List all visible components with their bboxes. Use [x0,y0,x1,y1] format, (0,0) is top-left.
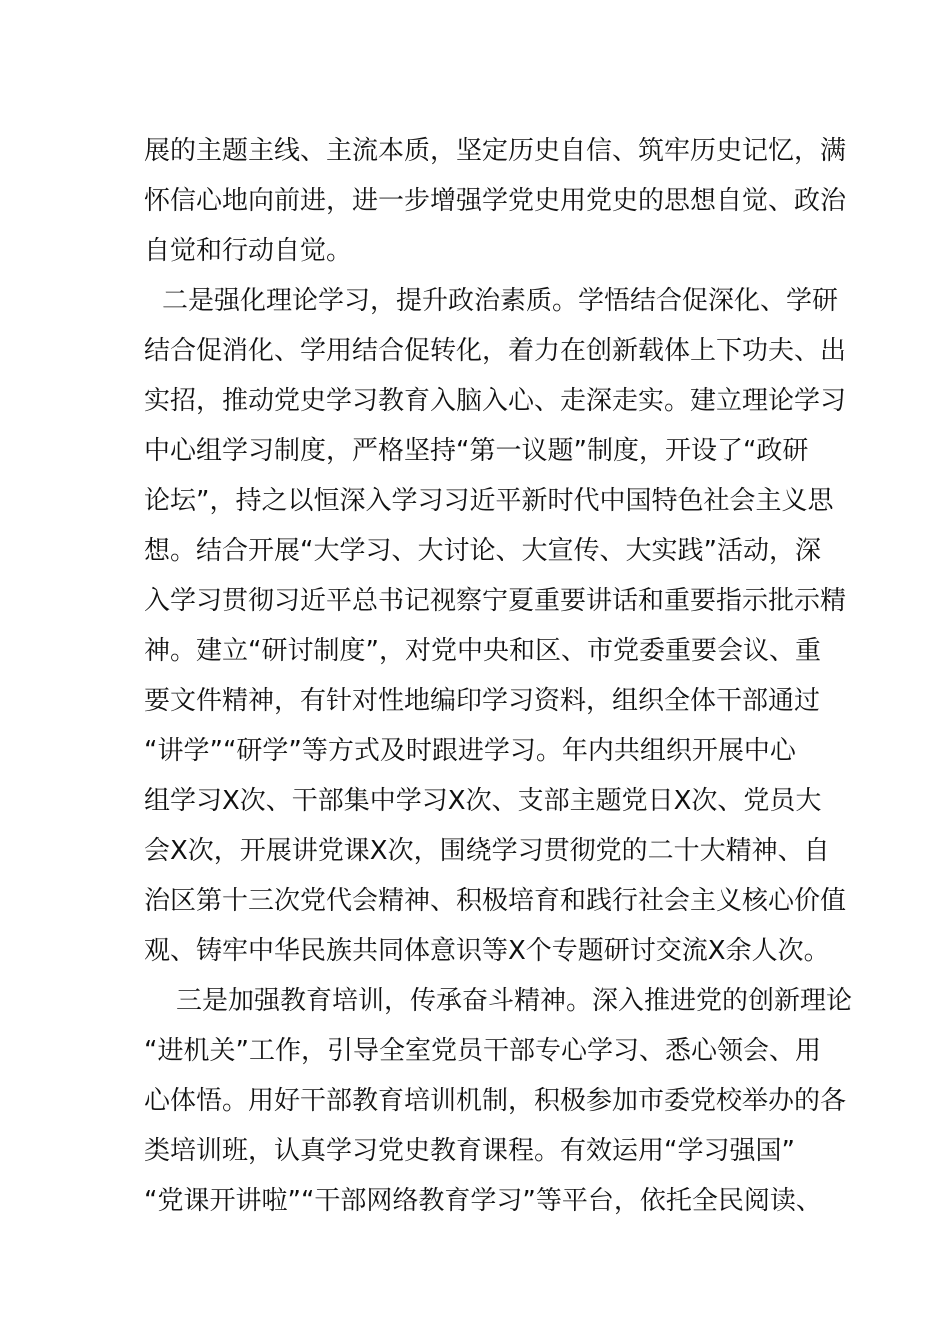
text-line: “进机关”工作，引导全室党员干部专心学习、悉心领会、用 [144,1036,821,1066]
paragraph-2 [144,276,847,976]
text-line: “党课开讲啦”“干部网络教育学习”等平台，依托全民阅读、 [144,1186,822,1216]
text-line: 入学习贯彻习近平总书记视察宁夏重要讲话和重要指示批示精 [144,586,847,616]
text-line: 怀信心地向前进，进一步增强学党史用党史的思想自觉、政治 [144,186,847,216]
text-line: 中心组学习制度，严格坚持“第一议题”制度，开设了“政研 [144,436,809,466]
document-body [144,126,853,1226]
text-line: 结合促消化、学用结合促转化，着力在创新载体上下功夫、出 [144,336,847,366]
text-line: 类培训班，认真学习党史教育课程。有效运用“学习强国” [144,1136,795,1166]
text-line: 展的主题主线、主流本质，坚定历史自信、筑牢历史记忆，满 [144,136,847,166]
text-line: 自觉和行动自觉。 [144,236,353,266]
text-line: 想。结合开展“大学习、大讨论、大宣传、大实践”活动，深 [144,536,821,566]
text-line: 二是强化理论学习，提升政治素质。学悟结合促深化、学研 [162,286,839,316]
text-line: 治区第十三次党代会精神、积极培育和践行社会主义核心价值 [144,886,847,916]
text-line: 组学习Ⅹ次、干部集中学习Ⅹ次、支部主题党日Ⅹ次、党员大 [144,786,822,816]
text-line: 论坛”，持之以恒深入学习习近平新时代中国特色社会主义思 [144,486,834,516]
text-line: 观、铸牢中华民族共同体意识等Ⅹ个专题研讨交流Ⅹ余人次。 [144,936,830,966]
text-line: 要文件精神，有针对性地编印学习资料，组织全体干部通过 [144,686,821,716]
text-line: 实招，推动党史学习教育入脑入心、走深走实。建立理论学习 [144,386,847,416]
paragraph-1 [144,126,847,276]
text-line: “讲学”“研学”等方式及时跟进学习。年内共组织开展中心 [144,736,796,766]
text-line: 神。建立“研讨制度”，对党中央和区、市党委重要会议、重 [144,636,821,666]
text-line: 三是加强教育培训，传承奋斗精神。深入推进党的创新理论 [176,986,853,1016]
text-line: 心体悟。用好干部教育培训机制，积极参加市委党校举办的各 [144,1086,847,1116]
paragraph-3 [144,976,853,1226]
text-line: 会Ⅹ次，开展讲党课Ⅹ次，围绕学习贯彻党的二十大精神、自 [144,836,830,866]
